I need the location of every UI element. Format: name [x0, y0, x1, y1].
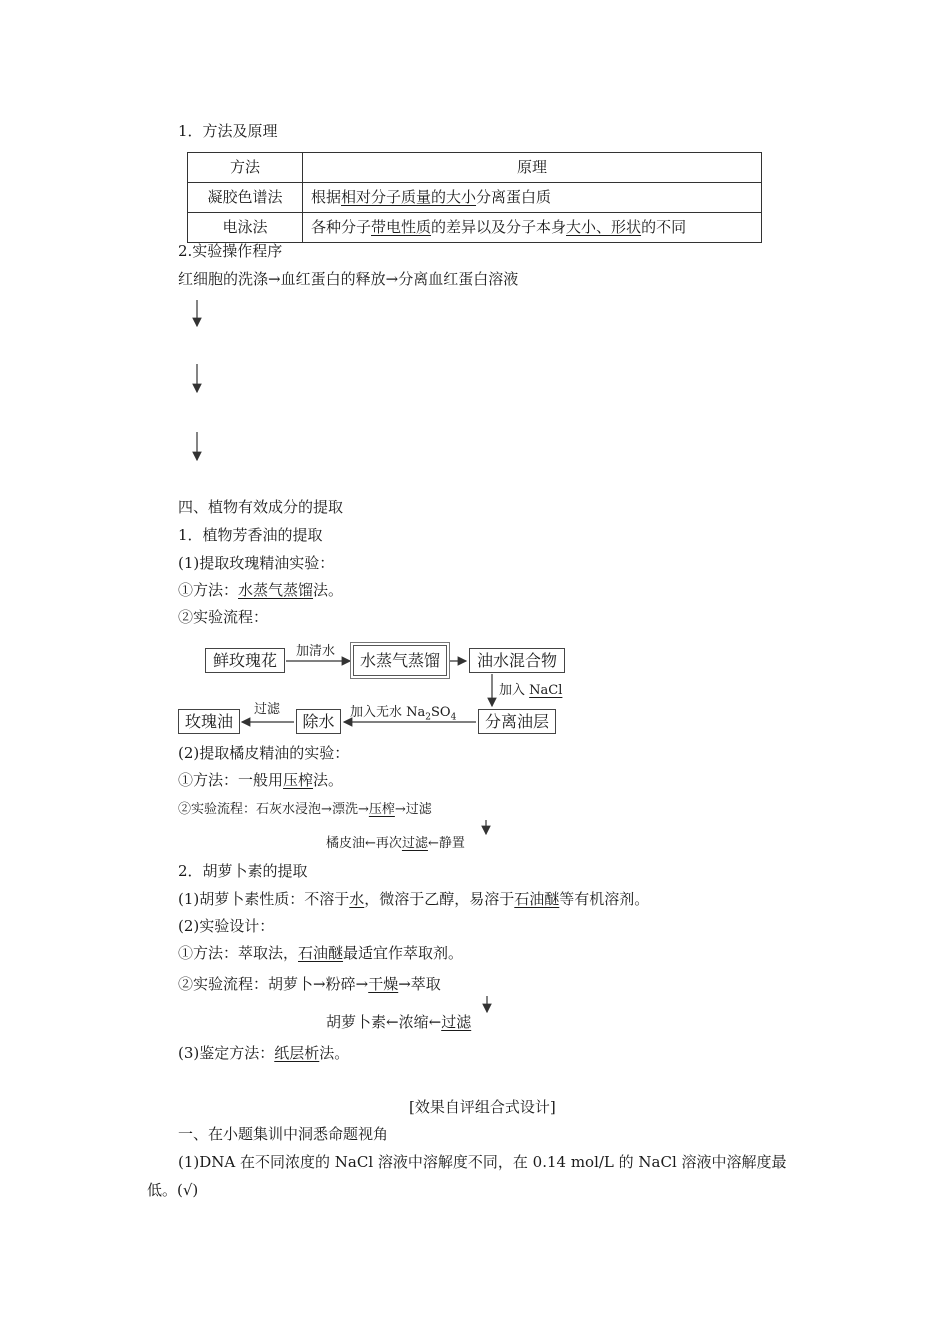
arrow-right-icon: → — [398, 975, 411, 993]
answer-blank: 石油醚 — [298, 944, 344, 962]
peel-heading: (2)提取橘皮精油的实验： — [178, 744, 350, 762]
table-cell-method: 电泳法 — [188, 213, 303, 243]
flow-step: 分离血红蛋白溶液 — [398, 270, 519, 288]
section-title-plant-extraction: 四、植物有效成分的提取 — [178, 498, 344, 516]
arrow-right-icon: → — [268, 270, 281, 288]
flow-box-separate-oil-layer: 分离油层 — [478, 709, 556, 734]
arrow-right-icon: → — [394, 802, 406, 817]
answer-blank: 过滤 — [441, 1013, 472, 1031]
flow-box-steam-distillation: 水蒸气蒸馏 — [353, 645, 447, 676]
flow-box-fresh-rose: 鲜玫瑰花 — [205, 648, 285, 673]
subsection-title-aromatic-oil: 1．植物芳香油的提取 — [178, 526, 323, 544]
rose-heading: (1)提取玫瑰精油实验： — [178, 554, 335, 572]
label-add-na2so4: 加入无水 $Na_2SO_4$ — [350, 705, 457, 723]
rose-flow-label: ②实验流程： — [178, 608, 269, 626]
arrow-right-icon: → — [385, 270, 399, 288]
answer-blank: 带电性质 — [371, 218, 432, 236]
section-title-procedure: 2.实验操作程序 — [178, 242, 283, 260]
peel-method: ①方法：一般用压榨法。 — [178, 771, 344, 789]
section-title-methods: 1．方法及原理 — [178, 122, 278, 140]
answer-blank: NaCl — [529, 683, 563, 698]
answer-blank: 石油醚 — [514, 890, 560, 908]
arrow-right-icon: → — [313, 975, 326, 993]
answer-blank: 压榨 — [283, 771, 314, 789]
answer-blank: 过滤 — [401, 836, 428, 851]
label-add-nacl: 加入 NaCl — [499, 683, 563, 698]
table-cell-method: 凝胶色谱法 — [188, 183, 303, 213]
evaluation-title: [效果自评组合式设计] — [409, 1098, 556, 1116]
carotene-identification: (3)鉴定方法：纸层析法。 — [178, 1044, 350, 1062]
flow-box-remove-water: 除水 — [296, 709, 341, 734]
flow-box-oil-water-mixture: 油水混合物 — [469, 648, 565, 673]
question-1-line2: 低。(√) — [147, 1181, 199, 1199]
arrow-right-icon: → — [355, 975, 369, 993]
carotene-design: (2)实验设计： — [178, 917, 275, 935]
arrow-left-icon: ← — [365, 836, 376, 851]
peel-flow-row1: ②实验流程：石灰水浸泡→漂洗→压榨→过滤 — [178, 802, 432, 817]
label-filter: 过滤 — [254, 702, 281, 717]
flow-step: 血红蛋白的释放 — [280, 270, 386, 288]
arrow-right-icon: → — [357, 802, 369, 817]
flow-box-rose-oil: 玫瑰油 — [178, 709, 240, 734]
answer-blank: 相对分子质量的大小 — [341, 188, 477, 206]
carotene-method: ①方法：萃取法，石油醚最适宜作萃取剂。 — [178, 944, 464, 962]
table-header-principle: 原理 — [303, 153, 762, 183]
label-add-water: 加清水 — [296, 644, 336, 659]
answer-blank: 水蒸气蒸馏 — [238, 581, 314, 599]
carotene-flow-row1: ②实验流程：胡萝卜→粉碎→干燥→萃取 — [178, 975, 441, 993]
table-cell-principle: 根据相对分子质量的大小分离蛋白质 — [303, 183, 762, 213]
peel-flow-row2: 橘皮油←再次过滤←静置 — [326, 836, 465, 851]
arrow-right-icon: → — [321, 802, 332, 817]
arrow-left-icon: ← — [428, 1013, 442, 1031]
carotene-flow-row2: 胡萝卜素←浓缩←过滤 — [326, 1013, 472, 1031]
answer-blank: 大小、形状 — [566, 218, 642, 236]
question-1-line1: (1)DNA 在不同浓度的 NaCl 溶液中溶解度不同，在 0.14 mol/L 的 NaCl 溶液中溶解度最 — [178, 1153, 787, 1171]
answer-blank: 干燥 — [368, 975, 399, 993]
table-header-method: 方法 — [188, 153, 303, 183]
carotene-properties: (1)胡萝卜素性质：不溶于水，微溶于乙醇，易溶于石油醚等有机溶剂。 — [178, 890, 650, 908]
flow-step: 红细胞的洗涤 — [178, 270, 269, 288]
table-cell-principle: 各种分子带电性质的差异以及分子本身大小、形状的不同 — [303, 213, 762, 243]
arrow-left-icon: ← — [386, 1013, 399, 1031]
subsection-title-carotene: 2．胡萝卜素的提取 — [178, 862, 308, 880]
answer-blank: 压榨 — [368, 802, 395, 817]
arrow-left-icon: ← — [427, 836, 439, 851]
answer-blank: 纸层析 — [274, 1044, 320, 1062]
evaluation-part1: 一、在小题集训中洞悉命题视角 — [178, 1125, 389, 1143]
answer-blank: 水 — [349, 890, 365, 908]
rose-method: ①方法：水蒸气蒸馏法。 — [178, 581, 344, 599]
